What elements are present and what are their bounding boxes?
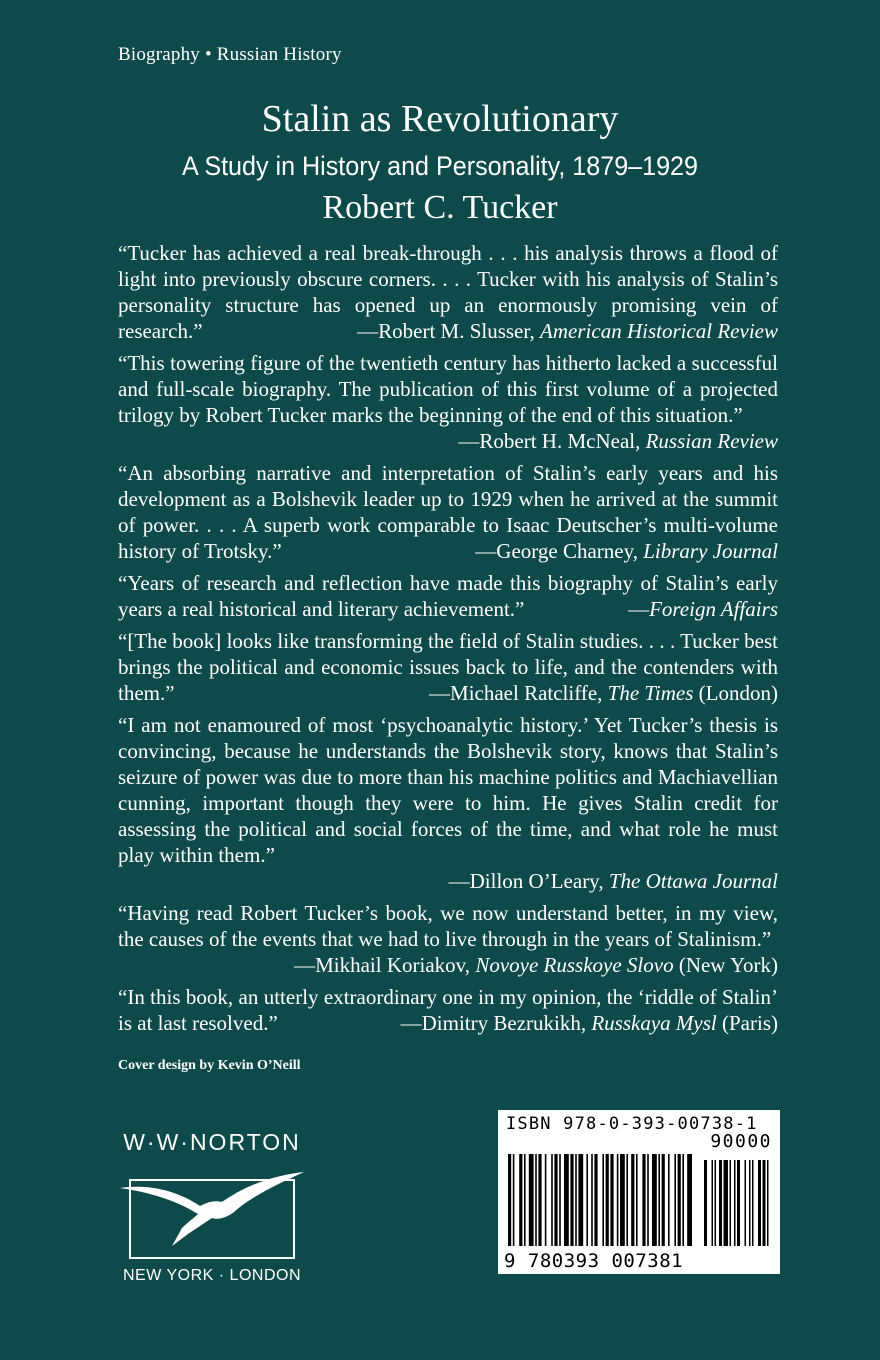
- quote-text: “In this book, an utterly extraordinary one in my opinion, the ‘riddle of Stalin’ is at last resolved.”: [118, 985, 778, 1035]
- quote-text: “This towering figure of the twentieth century has hitherto lacked a successful and full-scale biography. The publication of this first volume of a projected trilogy by Robert Tucker marks the beginning of the end of this situation.”: [118, 351, 778, 427]
- quote-text: “[The book] looks like transforming the field of Stalin studies. . . . Tucker best brings the political and economic issues back to life, and the contenders with them.”: [118, 629, 778, 705]
- review-quote: [118, 570, 778, 622]
- quote-attribution: [475, 538, 778, 564]
- quote-reviewer: —Dimitry Bezrukikh,: [400, 1011, 592, 1035]
- isbn-label: ISBN 978-0-393-00738-1: [506, 1114, 758, 1134]
- quote-attribution: [628, 596, 778, 622]
- isbn-barcode: [498, 1110, 780, 1274]
- quote-source: American Historical Review: [540, 319, 778, 343]
- ean-number: 9 780393 007381: [504, 1250, 684, 1272]
- review-quote: [118, 350, 778, 454]
- quote-source: Russian Review: [645, 429, 778, 453]
- quote-reviewer: —Robert H. McNeal,: [458, 429, 646, 453]
- barcode-bars-icon: [508, 1154, 770, 1252]
- review-quote: [118, 628, 778, 706]
- publisher-place: NEW YORK · LONDON: [123, 1267, 301, 1284]
- quote-attribution: [458, 428, 778, 454]
- quote-suffix: (Paris): [716, 1011, 778, 1035]
- quote-text: “Having read Robert Tucker’s book, we now understand better, in my view, the causes of the events that we had to live through in the years of Stalinism.”: [118, 901, 778, 951]
- book-title: Stalin as Revolutionary: [261, 98, 619, 140]
- price-code: 90000: [710, 1131, 772, 1152]
- publisher-block: [112, 1128, 312, 1286]
- cover-design-credit: Cover design by Kevin O’Neill: [118, 1058, 301, 1073]
- quote-suffix: (London): [693, 681, 778, 705]
- quote-text: “Years of research and reflection have made this biography of Stalin’s early years a real historical and literary achievement.”: [118, 571, 778, 621]
- quote-source: The Times: [607, 681, 694, 705]
- review-quote: [118, 240, 778, 344]
- book-subtitle: A Study in History and Personality, 1879–1929: [181, 151, 699, 181]
- quote-source: The Ottawa Journal: [608, 869, 778, 893]
- quote-reviewer: —Mikhail Koriakov,: [294, 953, 476, 977]
- quote-attribution: [357, 318, 778, 344]
- publisher-name: W·W·NORTON: [123, 1129, 301, 1155]
- quote-source: Russkaya Mysl: [591, 1011, 717, 1035]
- quote-suffix: (New York): [673, 953, 778, 977]
- review-quote: [118, 460, 778, 564]
- review-quote: [118, 984, 778, 1036]
- category-label: Biography • Russian History: [118, 44, 342, 65]
- quote-reviewer: —George Charney,: [475, 539, 644, 563]
- quote-attribution: [294, 952, 778, 978]
- quote-source: Library Journal: [643, 539, 778, 563]
- quote-attribution: [118, 868, 778, 894]
- seagull-logo-icon: [118, 1162, 306, 1262]
- quote-text: “Tucker has achieved a real break-through . . . his analysis throws a flood of light into previously obscure corners. . . . Tucker with his analysis of Stalin’s personality structure has opened up an enormously promising vein of research.”: [118, 241, 778, 343]
- quote-source: Novoye Russkoye Slovo: [475, 953, 674, 977]
- review-quote: [118, 900, 778, 978]
- book-author: Robert C. Tucker: [322, 189, 558, 226]
- quote-text: “An absorbing narrative and interpretation of Stalin’s early years and his development as a Bolshevik leader up to 1929 when he arrived at the summit of power. . . . A superb work comparable to Isaac Deutscher’s multi-volume history of Trotsky.”: [118, 461, 778, 563]
- quote-reviewer: —Dillon O’Leary,: [448, 869, 609, 893]
- quote-attribution: [401, 1010, 778, 1036]
- quote-reviewer: —: [628, 597, 650, 621]
- quote-source: Foreign Affairs: [649, 597, 778, 621]
- quote-reviewer: —Robert M. Slusser,: [357, 319, 541, 343]
- quote-reviewer: —Michael Ratcliffe,: [429, 681, 608, 705]
- quote-attribution: [429, 680, 778, 706]
- review-quotes: [118, 240, 778, 1042]
- review-quote: [118, 712, 778, 894]
- quote-text: “I am not enamoured of most ‘psychoanalytic history.’ Yet Tucker’s thesis is convincing, because he understands the Bolshevik story, knows that Stalin’s seizure of power was due to more than his machine politics and Machiavellian cunning, important though they were to him. He gives Stalin credit for assessing the political and social forces of the time, and what role he must play within them.”: [118, 713, 778, 867]
